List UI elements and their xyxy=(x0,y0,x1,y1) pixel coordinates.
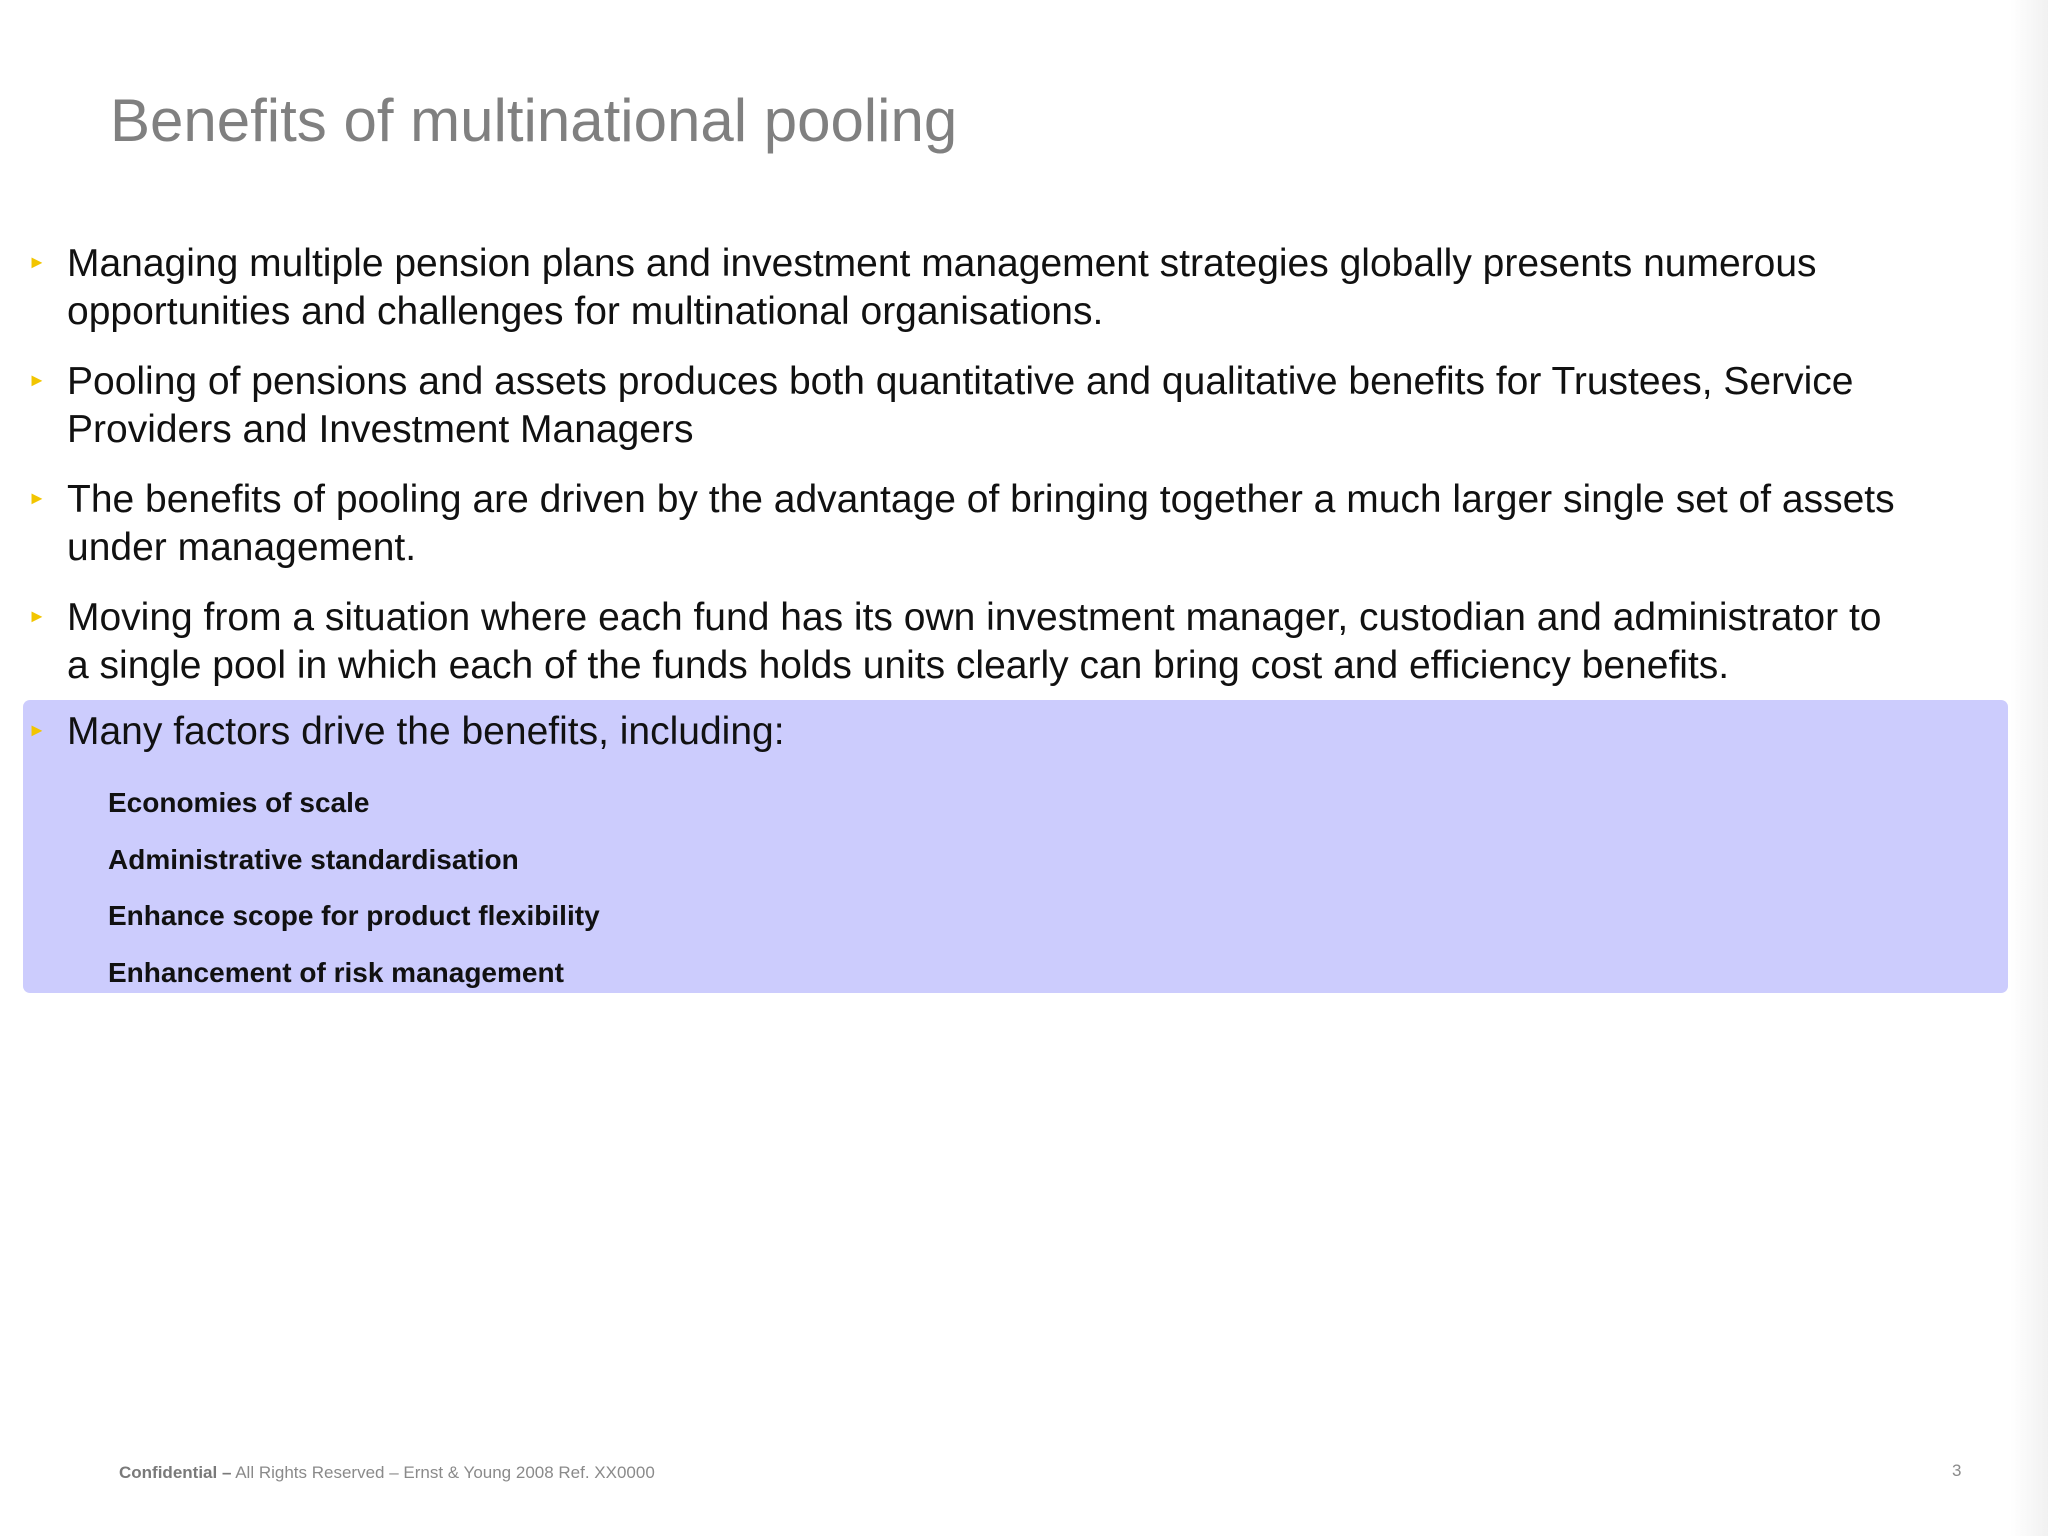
slide-title: Benefits of multinational pooling xyxy=(110,87,958,154)
bullet-item xyxy=(0,358,1941,454)
footer xyxy=(119,1463,655,1483)
slide-body xyxy=(0,240,2048,712)
bullet-text: The benefits of pooling are driven by the advantage of bringing together a much larger single set of assets under management. xyxy=(67,478,1895,569)
factor-item: Enhance scope for product flexibility xyxy=(108,900,600,931)
factor-item: Enhancement of risk management xyxy=(108,956,564,988)
bullet-text: Managing multiple pension plans and investment management strategies globally presents numerous opportunities and challenges for multinational organisations. xyxy=(67,242,1817,333)
bullet-text: Moving from a situation where each fund has its own investment manager, custodian and administrator to a single pool in which each of the funds holds units clearly can bring cost and efficiency benefits. xyxy=(67,596,1882,687)
triangle-right-icon: ► xyxy=(28,252,46,272)
triangle-right-icon: ► xyxy=(28,488,46,508)
bullet-text: Pooling of pensions and assets produces both quantitative and qualitative benefits for Trustees, Service Providers and Investment Managers xyxy=(67,360,1854,451)
page-number: 3 xyxy=(1952,1461,1962,1480)
slide-edge-shade xyxy=(2010,0,2048,1536)
factor-item: Economies of scale xyxy=(108,787,370,818)
bullet-item xyxy=(0,476,1941,572)
factor-item: Administrative standardisation xyxy=(108,843,519,875)
footer-rights: All Rights Reserved – Ernst & Young 2008 Ref. XX0000 xyxy=(235,1463,655,1482)
factors-list xyxy=(108,783,600,1009)
triangle-right-icon: ► xyxy=(28,370,46,390)
triangle-right-icon: ► xyxy=(28,720,46,740)
factors-bullet-text: Many factors drive the benefits, including: xyxy=(67,710,785,753)
bullet-item xyxy=(0,594,1941,690)
bullet-item xyxy=(0,240,1941,336)
footer-confidential: Confidential – xyxy=(119,1463,232,1482)
triangle-right-icon: ► xyxy=(28,606,46,626)
factors-bullet xyxy=(0,708,785,756)
